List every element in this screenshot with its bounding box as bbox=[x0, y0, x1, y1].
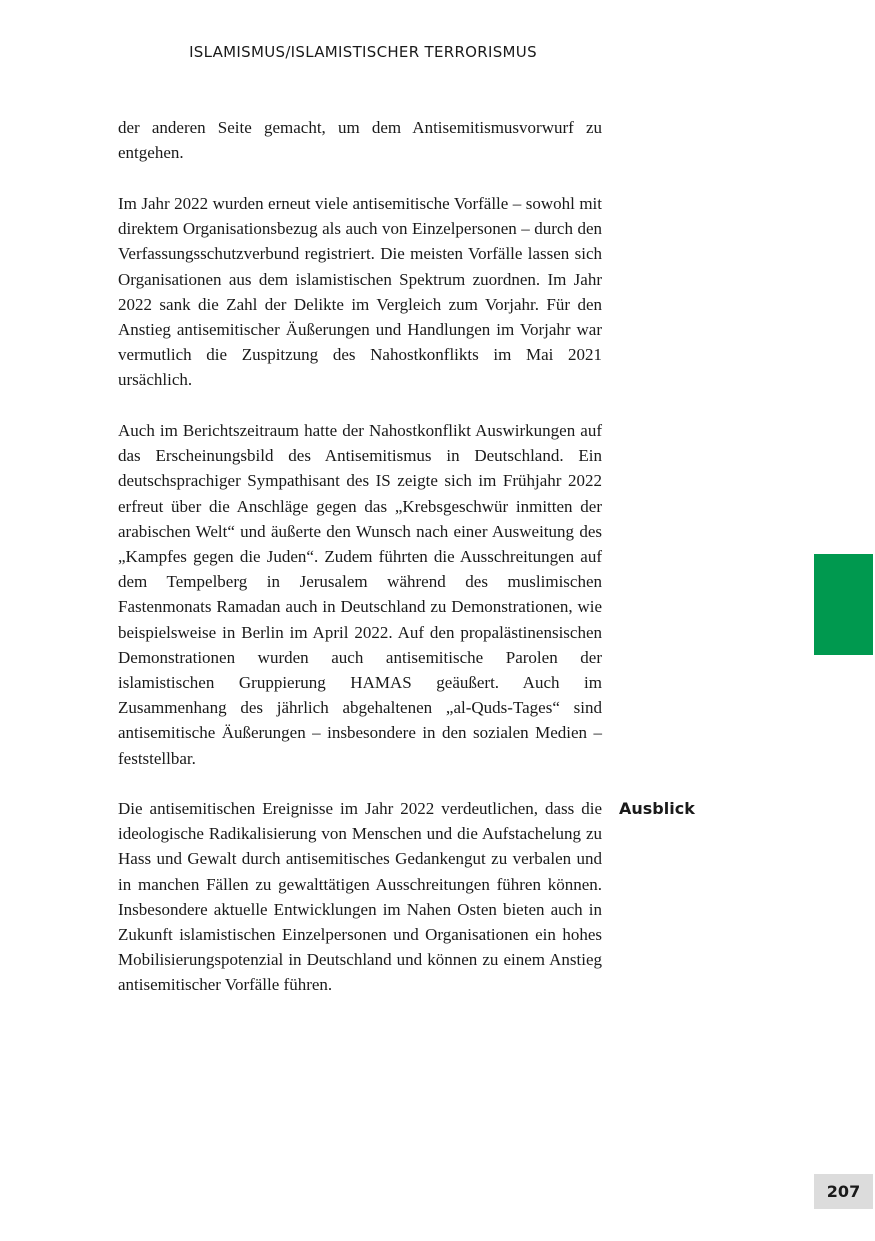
chapter-color-tab bbox=[814, 554, 873, 655]
paragraph-middle-east-conflict: Auch im Berichtszeitraum hatte der Nahostkonflikt Auswirkungen auf das Erscheinungsbild des Antisemitismus in Deutschland. Ein deutschsprachiger Sympathisant des IS zeigte sich im Frühjahr 2022 erfreut über die Anschläge gegen das „Krebsgeschwür inmitten der arabischen Welt“ und äußerte den Wunsch nach einer Ausweitung des „Kampfes gegen die Juden“. Zudem führten die Ausschreitungen auf dem Tempelberg in Jerusalem während des muslimischen Fastenmonats Ramadan auch in Deutschland zu Demonstrationen, wie beispielsweise in Berlin im April 2022. Auf den propalästinensischen Demonstrationen wurden auch antisemitische Parolen der islamistischen Gruppierung HAMAS geäußert. Auch im Zusammenhang des jährlich abgehaltenen „al-Quds-Tages“ sind antisemitische Äußerungen – insbesondere in den sozialen Medien – feststellbar. bbox=[118, 421, 602, 768]
paragraph-outlook: Die antisemitischen Ereignisse im Jahr 2022 verdeutlichen, dass die ideologische Radikalisierung von Menschen und die Aufstachelung zu Hass und Gewalt durch antisemitisches Gedankengut zu verbalen und in manchen Fällen zu gewalttätigen Ausschreitungen führen können. Insbesondere aktuelle Entwicklungen im Nahen Osten bieten auch in Zukunft islamistischen Einzelpersonen und Organisationen ein hohes Mobilisierungspotenzial in Deutschland und können zu einem Anstieg antisemitischer Vorfälle führen. bbox=[118, 799, 602, 995]
running-header: ISLAMISMUS/ISLAMISTISCHER TERRORISMUS bbox=[189, 43, 537, 61]
margin-heading-outlook: Ausblick bbox=[619, 799, 695, 818]
paragraph-continuation: der anderen Seite gemacht, um dem Antisemitismusvorwurf zu entgehen. bbox=[118, 118, 602, 163]
paragraph-incidents-2022: Im Jahr 2022 wurden erneut viele antisemitische Vorfälle – sowohl mit direktem Organisationsbezug als auch von Einzelpersonen – durch den Verfassungsschutzverbund registriert. Die meisten Vorfälle lassen sich Organisationen aus dem islamistischen Spektrum zuordnen. Im Jahr 2022 sank die Zahl der Delikte im Vergleich zum Vorjahr. Für den Anstieg antisemitischer Äußerungen und Handlungen im Vorjahr war vermutlich die Zuspitzung des Nahostkonflikts im Mai 2021 ursächlich. bbox=[118, 194, 602, 390]
page-number: 207 bbox=[814, 1174, 873, 1209]
